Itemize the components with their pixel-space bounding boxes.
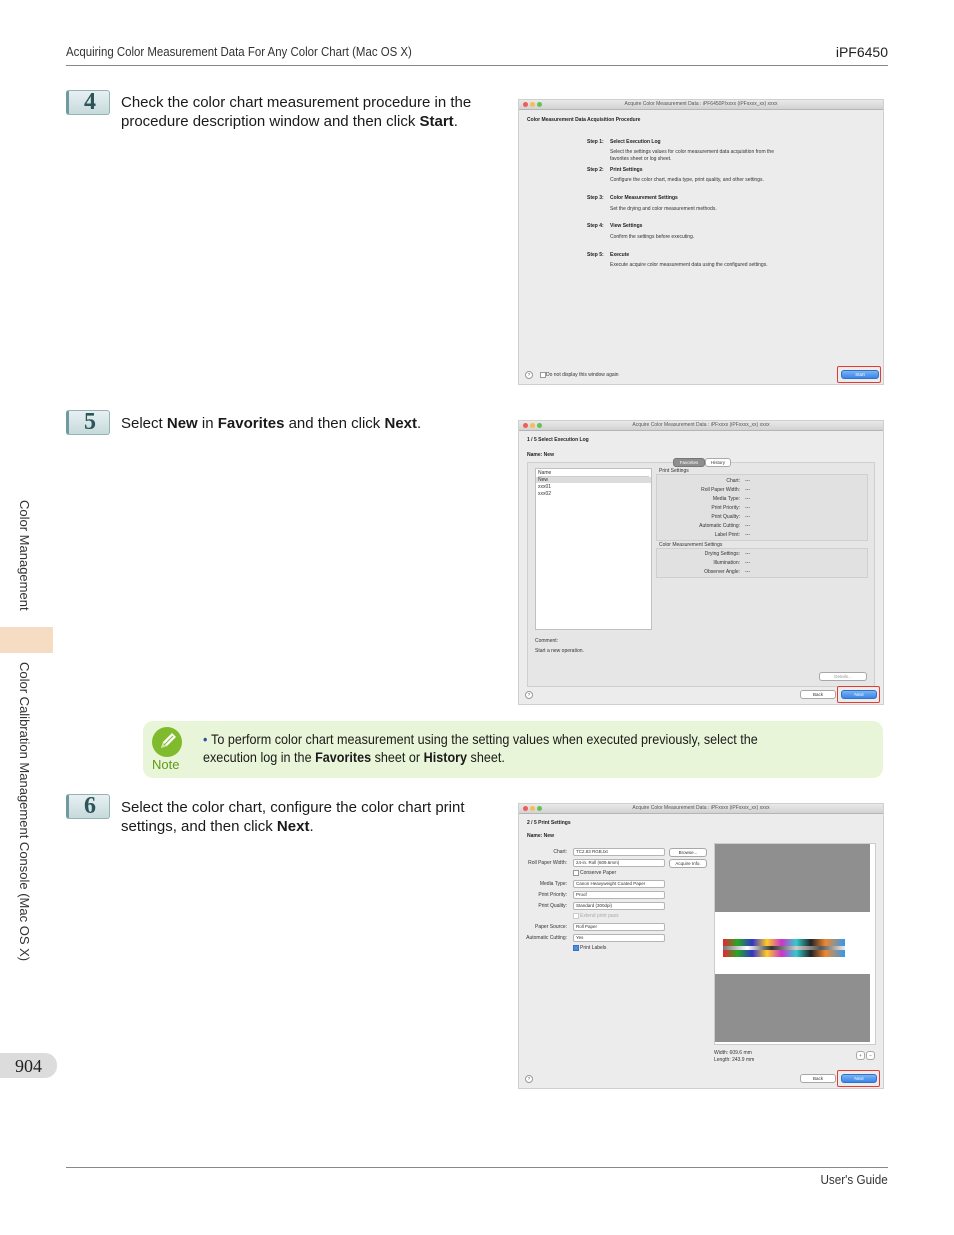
window-titlebar — [519, 804, 883, 814]
step-label: Step 4: — [587, 223, 604, 229]
step-heading: 1 / 5 Select Execution Log — [527, 437, 589, 443]
highlight-box — [837, 1070, 880, 1087]
setting-value: --- — [745, 478, 750, 484]
width-readout: Width: 609.6 mm — [714, 1050, 752, 1056]
color-measurement-settings-title: Color Measurement Settings — [659, 542, 723, 548]
footer-guide-name: User's Guide — [820, 1172, 888, 1187]
back-button[interactable]: Back — [800, 690, 836, 699]
step-title: View Settings — [610, 223, 643, 229]
step-heading: 2 / 5 Print Settings — [527, 820, 571, 826]
list-item[interactable]: xxx02 — [538, 491, 552, 497]
conserve-paper-checkbox[interactable] — [573, 870, 579, 876]
print-quality-select[interactable]: Standard (300dpi) — [573, 902, 665, 910]
setting-value: --- — [745, 532, 750, 538]
setting-value: --- — [745, 560, 750, 566]
setting-value: --- — [745, 514, 750, 520]
step-6-text: Select the color chart, configure the color chart print settings, and then click Next. — [121, 799, 465, 835]
setting-label: Drying Settings: — [704, 551, 740, 557]
details-button[interactable]: Details... — [819, 672, 867, 681]
screenshot-select-execution-log — [518, 420, 884, 705]
window-title: Acquire Color Measurement Data : iPFxxxx (iPFxxxx_xx) xxxx — [632, 805, 770, 811]
setting-value: --- — [745, 505, 750, 511]
help-button[interactable]: ? — [525, 371, 533, 379]
color-measurement-panel — [656, 548, 868, 578]
print-settings-panel — [656, 474, 868, 541]
step-desc: favorites sheet or log sheet. — [610, 156, 672, 162]
step-title: Color Measurement Settings — [610, 195, 678, 201]
do-not-display-label: Do not display this window again — [546, 372, 619, 378]
step-title: Execute — [610, 252, 630, 258]
note-label: Note — [152, 757, 180, 772]
step-label: Step 5: — [587, 252, 604, 258]
step-title: Print Settings — [610, 167, 643, 173]
running-header-title: Acquiring Color Measurement Data For Any Color Chart (Mac OS X) — [66, 44, 412, 59]
extend-print-pass-label: Extend print pass — [580, 913, 619, 919]
print-priority-label: Print Priority: — [538, 892, 567, 898]
paper-source-label: Paper Source: — [535, 924, 567, 930]
list-item[interactable]: xxx01 — [538, 484, 552, 490]
tab-favorites[interactable]: Favorites — [673, 458, 705, 467]
print-labels-checkbox[interactable] — [573, 945, 579, 951]
start-button[interactable]: Start — [841, 370, 879, 379]
step-number-6: 6 — [84, 793, 96, 819]
browse-button[interactable]: Browse... — [669, 848, 707, 857]
step-title: Select Execution Log — [610, 139, 661, 145]
sidebar-section-color-management: Color Management — [17, 500, 32, 611]
footer-divider — [66, 1167, 888, 1168]
execution-log-list — [535, 468, 652, 630]
print-quality-label: Print Quality: — [538, 903, 567, 909]
help-button[interactable]: ? — [525, 1075, 533, 1083]
window-title: Acquire Color Measurement Data : iPFxxxx (iPFxxxx_xx) xxxx — [632, 422, 770, 428]
next-button[interactable]: Next — [841, 690, 877, 699]
roll-paper-width-select[interactable]: 24-in. Roll (609.6mm) — [573, 859, 665, 867]
pencil-note-icon — [152, 727, 182, 757]
setting-label: Automatic Cutting: — [699, 523, 740, 529]
step-label: Step 1: — [587, 139, 604, 145]
step-5-text: Select New in Favorites and then click Next. — [121, 415, 422, 432]
setting-value: --- — [745, 569, 750, 575]
list-item[interactable]: New — [536, 477, 651, 483]
page-number: 904 — [15, 1056, 42, 1076]
step-label: Step 2: — [587, 167, 604, 173]
help-button[interactable]: ? — [525, 691, 533, 699]
setting-value: --- — [745, 523, 750, 529]
step-desc: Confirm the settings before executing. — [610, 234, 695, 240]
setting-label: Label Print: — [714, 532, 740, 538]
conserve-paper-label: Conserve Paper — [580, 870, 617, 876]
setting-label: Chart: — [726, 478, 740, 484]
name-label: Name: New — [527, 452, 554, 458]
print-priority-select[interactable]: Proof — [573, 891, 665, 899]
step-number-4: 4 — [84, 89, 96, 115]
back-button[interactable]: Back — [800, 1074, 836, 1083]
window-title: Acquire Color Measurement Data : iPF6450P/xxxx (iPFxxxx_xx) xxxx — [624, 101, 778, 107]
header-divider — [66, 65, 888, 66]
preview-margin-top — [715, 844, 870, 912]
chart-label: Chart: — [553, 849, 567, 855]
running-header-model: iPF6450 — [835, 44, 888, 60]
roll-paper-width-label: Roll Paper Width: — [528, 860, 567, 866]
screenshot-procedure-window — [518, 99, 884, 385]
tab-history[interactable]: History — [705, 458, 731, 467]
next-button[interactable]: Next — [841, 1074, 877, 1083]
color-patches-gray — [723, 946, 845, 950]
step-number-5: 5 — [84, 409, 96, 435]
setting-label: Media Type: — [712, 496, 740, 502]
automatic-cutting-select[interactable]: Yes — [573, 934, 665, 942]
preview-margin-bottom — [715, 974, 870, 1042]
setting-label: Print Priority: — [711, 505, 740, 511]
list-header: Name — [538, 470, 649, 477]
step-desc: Configure the color chart, media type, print quality, and other settings. — [610, 177, 764, 183]
print-labels-label: Print Labels — [580, 945, 607, 951]
zoom-in-icon[interactable]: + — [856, 1051, 865, 1060]
setting-value: --- — [745, 496, 750, 502]
highlight-box — [837, 686, 880, 703]
media-type-label: Media Type: — [539, 881, 567, 887]
pencil-icon — [152, 727, 182, 757]
length-readout: Length: 243.9 mm — [714, 1057, 755, 1063]
step-desc: Execute acquire color measurement data using the configured settings. — [610, 262, 768, 268]
acquire-info-button[interactable]: Acquire Info. — [669, 859, 707, 868]
setting-label: Illumination: — [713, 560, 740, 566]
print-settings-title: Print Settings — [659, 468, 689, 474]
step-desc: Select the settings values for color measurement data acquisition from the — [610, 149, 774, 155]
screenshot-print-settings — [518, 803, 884, 1089]
chart-preview — [714, 843, 876, 1045]
window-titlebar — [519, 421, 883, 431]
sidebar-section-calibration-console: Color Calibration Management Console (Mac OS X) — [17, 662, 32, 962]
highlight-box — [837, 366, 881, 383]
extend-print-pass-checkbox[interactable] — [573, 913, 579, 919]
step-4-text: Check the color chart measurement procedure in the procedure description window and then click Start. — [121, 94, 472, 130]
zoom-out-icon[interactable]: − — [866, 1051, 875, 1060]
comment-label: Comment: — [535, 638, 559, 644]
procedure-heading: Color Measurement Data Acquisition Procedure — [527, 117, 641, 123]
name-label: Name: New — [527, 833, 554, 839]
media-type-select[interactable]: Canon Heavyweight Coated Paper — [573, 880, 665, 888]
automatic-cutting-label: Automatic Cutting: — [526, 935, 567, 941]
setting-label: Roll Paper Width: — [701, 487, 740, 493]
step-label: Step 3: — [587, 195, 604, 201]
bullet-icon: • — [203, 731, 208, 747]
note-text: • To perform color chart measurement using the setting values when executed previously, select the execution log in the Favorites sheet or History sheet. — [203, 731, 758, 765]
chart-select[interactable]: TC2.83 RGB.txt — [573, 848, 665, 856]
sidebar-section-marker — [0, 627, 53, 653]
setting-label: Print Quality: — [711, 514, 740, 520]
setting-value: --- — [745, 487, 750, 493]
comment-text: Start a new operation. — [535, 648, 584, 654]
window-titlebar — [519, 100, 883, 110]
paper-source-select[interactable]: Roll Paper — [573, 923, 665, 931]
setting-value: --- — [745, 551, 750, 557]
setting-label: Observer Angle: — [704, 569, 740, 575]
step-desc: Set the drying and color measurement methods. — [610, 206, 717, 212]
